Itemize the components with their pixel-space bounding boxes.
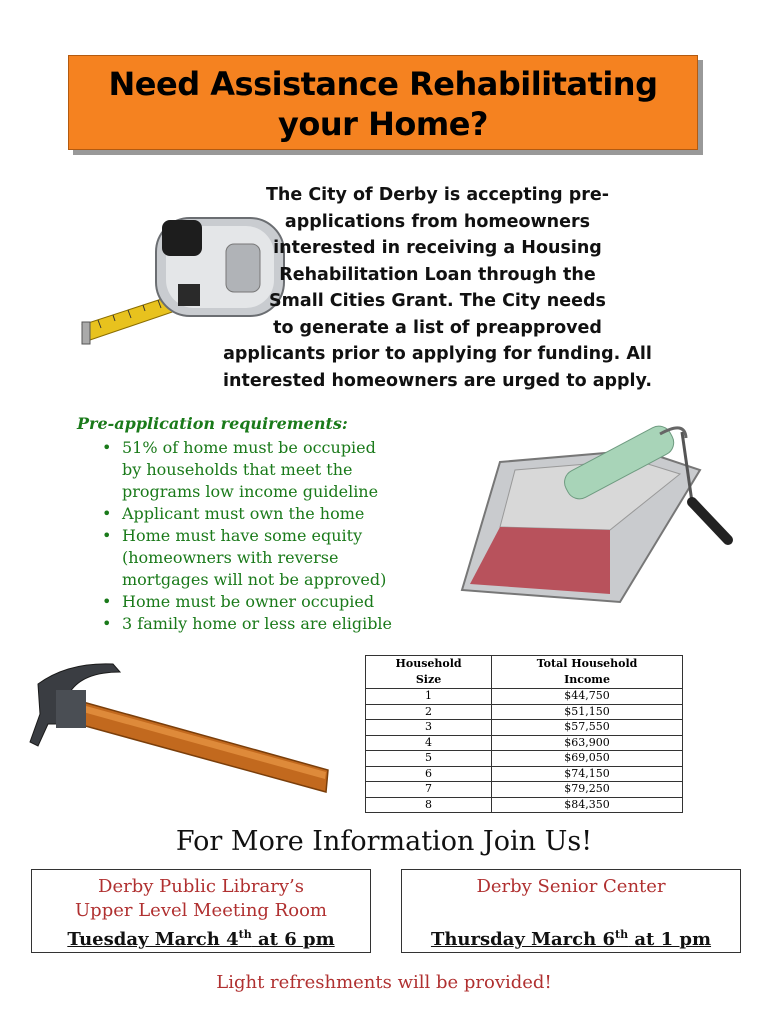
column-header-household-size: Household Size (366, 656, 492, 689)
table-header-row (366, 656, 683, 689)
intro-line: applicants prior to applying for funding. All (223, 344, 652, 364)
headline-banner (68, 55, 698, 150)
event-box-library (31, 869, 371, 953)
intro-line: Small Cities Grant. The City needs (269, 291, 606, 311)
headline-line-1: Need Assistance Rehabilitating (108, 65, 658, 103)
hammer-icon (28, 662, 340, 794)
list-item: • 3 family home or less are eligible (102, 614, 393, 633)
refreshments-note: Light refreshments will be provided! (216, 972, 552, 993)
event-place-line: Derby Senior Center (476, 876, 666, 897)
more-info-heading: For More Information Join Us! (175, 826, 593, 857)
table-row: 3 $57,550 (366, 720, 683, 736)
event-date-time: Tuesday March 4th at 6 pm (67, 928, 335, 950)
event-place-line: Derby Public Library’s (98, 876, 304, 897)
paint-roller-tray-icon (460, 412, 740, 612)
list-item: • Home must be owner occupied (102, 592, 375, 611)
intro-line: applications from homeowners (284, 211, 591, 232)
event-place-line (402, 899, 740, 923)
intro-line: The City of Derby is accepting pre- (265, 185, 610, 205)
list-item: • Applicant must own the home (102, 504, 365, 523)
table-row: 2 $51,150 (366, 704, 683, 720)
income-table (365, 655, 683, 813)
table-row: 1 $44,750 (366, 689, 683, 705)
list-item: • 51% of home must be occupied by households that meet the programs low income guideline (102, 438, 379, 501)
table-row: 5 $69,050 (366, 751, 683, 767)
table-row: 4 $63,900 (366, 735, 683, 751)
table-row: 8 $84,350 (366, 797, 683, 813)
list-item: • Home must have some equity (homeowners with reverse mortgages will not be approved) (102, 526, 387, 589)
event-box-senior-center (401, 869, 741, 953)
column-header-total-income: Total Household Income (492, 656, 683, 689)
intro-line: to generate a list of preapproved (273, 317, 602, 338)
requirements-list (100, 437, 450, 635)
intro-line: interested in receiving a Housing (273, 238, 602, 258)
intro-line: Rehabilitation Loan through the (279, 264, 596, 285)
headline-line-2: your Home? (278, 105, 488, 143)
event-date-time: Thursday March 6th at 1 pm (430, 928, 712, 950)
intro-line: interested homeowners are urged to apply. (223, 370, 652, 391)
table-row: 7 $79,250 (366, 782, 683, 798)
requirements-title: Pre-application requirements: (77, 414, 348, 433)
event-place-line: Upper Level Meeting Room (75, 900, 327, 921)
intro-paragraph (180, 182, 695, 394)
table-row: 6 $74,150 (366, 766, 683, 782)
